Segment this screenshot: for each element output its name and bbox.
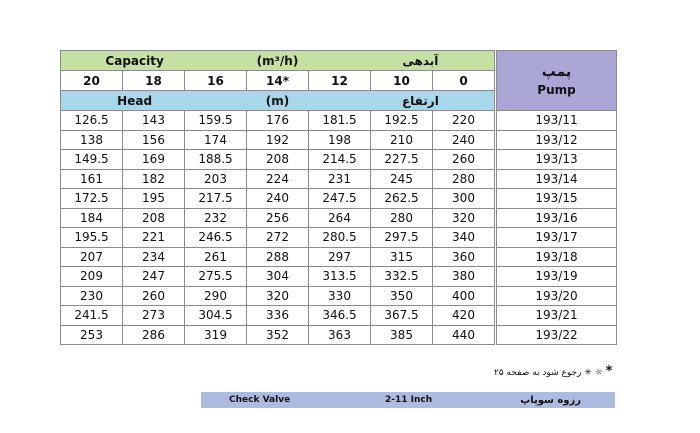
capacity-header-row — [61, 51, 617, 71]
head-value-cell: 209 — [61, 267, 123, 287]
head-value-cell: 224 — [247, 169, 309, 189]
capacity-label-fa: آبدهی — [402, 53, 439, 68]
head-label: Head — [117, 93, 153, 108]
head-value-cell: 214.5 — [309, 150, 371, 170]
head-value-cell: 400 — [433, 286, 495, 306]
pump-model-cell: 193/19 — [497, 267, 617, 287]
head-value-cell: 380 — [433, 267, 495, 287]
check-valve-label-fa: رزوه سوپاپ — [520, 395, 581, 406]
head-value-cell: 264 — [309, 208, 371, 228]
capacity-value: 20 — [61, 71, 123, 91]
head-value-cell: 221 — [123, 228, 185, 248]
pump-performance-table — [60, 50, 617, 345]
head-value-cell: 320 — [247, 286, 309, 306]
head-value-cell: 260 — [433, 150, 495, 170]
table-row — [61, 208, 617, 228]
head-value-cell: 297.5 — [371, 228, 433, 248]
head-value-cell: 217.5 — [185, 189, 247, 209]
head-value-cell: 319 — [185, 325, 247, 345]
head-value-cell: 192 — [247, 130, 309, 150]
head-value-cell: 420 — [433, 306, 495, 326]
head-value-cell: 172.5 — [61, 189, 123, 209]
head-value-cell: 260 — [123, 286, 185, 306]
head-value-cell: 156 — [123, 130, 185, 150]
capacity-value: 10 — [371, 71, 433, 91]
table-row — [61, 169, 617, 189]
capacity-value: 18 — [123, 71, 185, 91]
head-value-cell: 240 — [247, 189, 309, 209]
pump-model-cell: 193/16 — [497, 208, 617, 228]
pump-model-cell: 193/15 — [497, 189, 617, 209]
footnote-text: رجوع شود به صفحه ۲۵ — [494, 368, 582, 378]
head-value-cell: 241.5 — [61, 306, 123, 326]
head-value-cell: 220 — [433, 111, 495, 131]
pump-model-cell: 193/18 — [497, 247, 617, 267]
check-valve-size: 2-11 Inch — [385, 395, 433, 405]
capacity-label: Capacity — [105, 53, 164, 68]
head-value-cell: 126.5 — [61, 111, 123, 131]
pump-model-cell: 193/20 — [497, 286, 617, 306]
table-row — [61, 267, 617, 287]
head-value-cell: 247 — [123, 267, 185, 287]
head-value-cell: 280 — [433, 169, 495, 189]
table-row — [61, 228, 617, 248]
head-value-cell: 245 — [371, 169, 433, 189]
check-valve-bar — [201, 392, 615, 408]
head-value-cell: 192.5 — [371, 111, 433, 131]
head-value-cell: 234 — [123, 247, 185, 267]
head-value-cell: 161 — [61, 169, 123, 189]
table-row — [61, 306, 617, 326]
head-value-cell: 149.5 — [61, 150, 123, 170]
head-unit: (m) — [265, 93, 290, 108]
head-value-cell: 230 — [61, 286, 123, 306]
table-row — [61, 286, 617, 306]
head-value-cell: 286 — [123, 325, 185, 345]
head-value-cell: 188.5 — [185, 150, 247, 170]
head-value-cell: 256 — [247, 208, 309, 228]
head-value-cell: 320 — [433, 208, 495, 228]
head-value-cell: 253 — [61, 325, 123, 345]
head-value-cell: 367.5 — [371, 306, 433, 326]
footnote — [494, 364, 612, 379]
head-value-cell: 208 — [123, 208, 185, 228]
capacity-unit: (m³/h) — [256, 53, 299, 68]
head-value-cell: 182 — [123, 169, 185, 189]
head-value-cell: 208 — [247, 150, 309, 170]
head-value-cell: 304.5 — [185, 306, 247, 326]
head-value-cell: 176 — [247, 111, 309, 131]
head-value-cell: 174 — [185, 130, 247, 150]
head-value-cell: 169 — [123, 150, 185, 170]
head-value-cell: 332.5 — [371, 267, 433, 287]
head-value-cell: 240 — [433, 130, 495, 150]
table-row — [61, 130, 617, 150]
head-value-cell: 181.5 — [309, 111, 371, 131]
table-body — [61, 111, 617, 345]
pump-label-fa: پمپ — [541, 63, 572, 80]
capacity-value: 14* — [247, 71, 309, 91]
table-row — [61, 189, 617, 209]
pump-header — [497, 51, 617, 111]
head-value-cell: 275.5 — [185, 267, 247, 287]
head-value-cell: 352 — [247, 325, 309, 345]
head-value-cell: 315 — [371, 247, 433, 267]
footnote-symbols: ☼ ✳ — [584, 368, 603, 378]
head-value-cell: 207 — [61, 247, 123, 267]
head-value-cell: 313.5 — [309, 267, 371, 287]
pump-model-cell: 193/13 — [497, 150, 617, 170]
head-value-cell: 195 — [123, 189, 185, 209]
head-value-cell: 272 — [247, 228, 309, 248]
capacity-value: 0 — [433, 71, 495, 91]
head-value-cell: 280 — [371, 208, 433, 228]
capacity-header — [61, 51, 495, 71]
head-value-cell: 227.5 — [371, 150, 433, 170]
table-row — [61, 325, 617, 345]
head-value-cell: 360 — [433, 247, 495, 267]
head-value-cell: 440 — [433, 325, 495, 345]
pump-model-cell: 193/11 — [497, 111, 617, 131]
head-value-cell: 346.5 — [309, 306, 371, 326]
head-value-cell: 385 — [371, 325, 433, 345]
head-value-cell: 184 — [61, 208, 123, 228]
head-value-cell: 195.5 — [61, 228, 123, 248]
head-value-cell: 336 — [247, 306, 309, 326]
pump-model-cell: 193/17 — [497, 228, 617, 248]
head-value-cell: 210 — [371, 130, 433, 150]
pump-model-cell: 193/21 — [497, 306, 617, 326]
head-value-cell: 288 — [247, 247, 309, 267]
head-value-cell: 330 — [309, 286, 371, 306]
head-header — [61, 91, 495, 111]
head-value-cell: 246.5 — [185, 228, 247, 248]
head-value-cell: 261 — [185, 247, 247, 267]
head-value-cell: 198 — [309, 130, 371, 150]
head-value-cell: 159.5 — [185, 111, 247, 131]
check-valve-label: Check Valve — [229, 395, 291, 405]
head-value-cell: 363 — [309, 325, 371, 345]
head-value-cell: 273 — [123, 306, 185, 326]
head-label-fa: ارتفاع — [401, 93, 439, 108]
head-value-cell: 304 — [247, 267, 309, 287]
head-value-cell: 203 — [185, 169, 247, 189]
head-value-cell: 340 — [433, 228, 495, 248]
head-value-cell: 143 — [123, 111, 185, 131]
table-row — [61, 150, 617, 170]
table-row — [61, 247, 617, 267]
head-value-cell: 297 — [309, 247, 371, 267]
pump-model-cell: 193/14 — [497, 169, 617, 189]
footnote-star: * — [605, 364, 613, 379]
head-value-cell: 300 — [433, 189, 495, 209]
head-value-cell: 262.5 — [371, 189, 433, 209]
head-value-cell: 350 — [371, 286, 433, 306]
head-value-cell: 232 — [185, 208, 247, 228]
pump-label: Pump — [537, 82, 576, 97]
head-value-cell: 138 — [61, 130, 123, 150]
capacity-value: 12 — [309, 71, 371, 91]
head-value-cell: 290 — [185, 286, 247, 306]
pump-model-cell: 193/22 — [497, 325, 617, 345]
capacity-value: 16 — [185, 71, 247, 91]
table-row — [61, 111, 617, 131]
pump-model-cell: 193/12 — [497, 130, 617, 150]
head-value-cell: 231 — [309, 169, 371, 189]
head-value-cell: 280.5 — [309, 228, 371, 248]
head-value-cell: 247.5 — [309, 189, 371, 209]
